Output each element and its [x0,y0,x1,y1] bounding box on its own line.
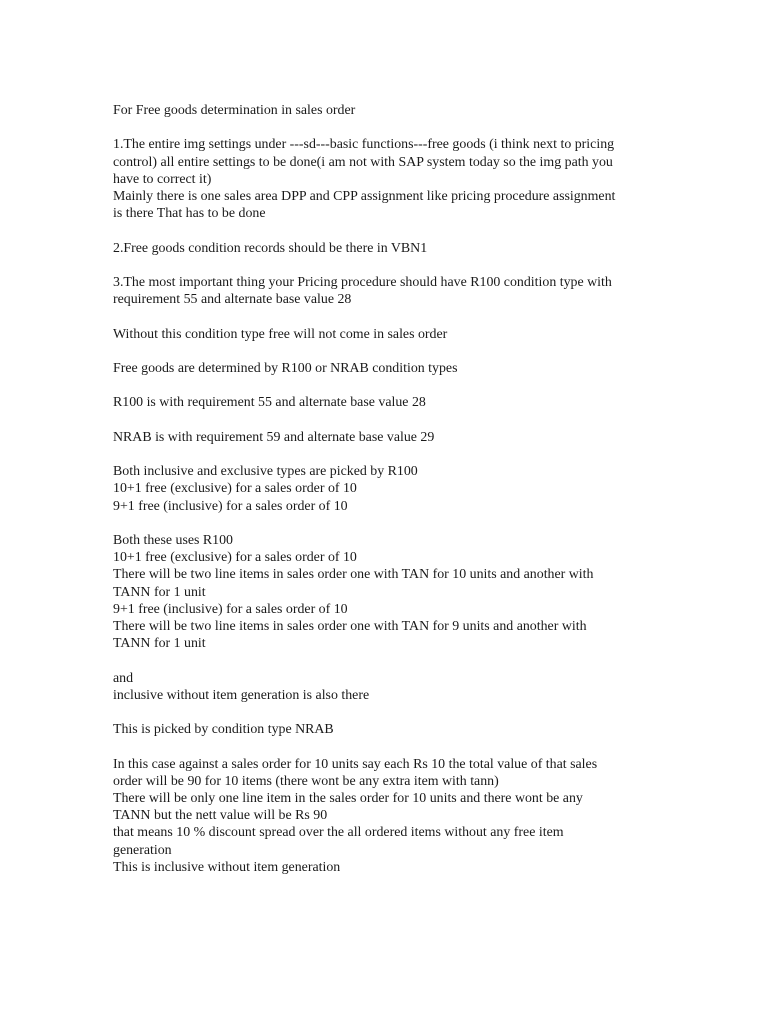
text-line: 10+1 free (exclusive) for a sales order of 10 [113,481,357,497]
text-line: TANN for 1 unit [113,636,206,652]
text-line: 10+1 free (exclusive) for a sales order of 10 [113,550,357,566]
text-line: Both these uses R100 [113,532,233,548]
text-line: There will be two line items in sales order one with TAN for 9 units and another with [113,618,587,634]
text-line: have to correct it) [113,171,212,187]
paragraph-determined-by [113,360,653,377]
text-line: generation [113,842,172,858]
text-line: and [113,670,134,686]
text-line: 2.Free goods condition records should be there in VBN1 [113,240,428,256]
paragraph-example [113,756,653,876]
text-line: inclusive without item generation is also there [113,687,370,703]
paragraph-title [113,102,653,119]
text-line: 1.The entire img settings under ---sd---basic functions---free goods (i think next to pricing [113,137,615,153]
paragraph-step-3 [113,274,653,308]
paragraph-and [113,670,653,704]
text-line: Free goods are determined by R100 or NRAB condition types [113,360,458,376]
text-line: requirement 55 and alternate base value 28 [113,292,352,308]
paragraph-nrab [113,429,653,446]
paragraph-step-2 [113,240,653,257]
text-line: For Free goods determination in sales order [113,103,356,118]
text-line: 3.The most important thing your Pricing procedure should have R100 condition type with [113,274,612,290]
text-line: NRAB is with requirement 59 and alternate base value 29 [113,429,435,445]
paragraph-step-1 [113,136,653,222]
text-line: is there That has to be done [113,206,266,222]
text-line: This is picked by condition type NRAB [113,722,334,738]
text-line: There will be only one line item in the sales order for 10 units and there wont be any [113,790,583,806]
text-line: 9+1 free (inclusive) for a sales order of 10 [113,498,348,514]
paragraph-picked-by-nrab [113,721,653,738]
paragraph-without-condition [113,326,653,343]
paragraph-inclusive-exclusive [113,463,653,515]
text-line: R100 is with requirement 55 and alternate base value 28 [113,395,426,411]
text-line: control) all entire settings to be done(i am not with SAP system today so the img path you [113,154,613,170]
paragraph-r100 [113,394,653,411]
text-line: This is inclusive without item generation [113,859,341,875]
text-line: Mainly there is one sales area DPP and CPP assignment like pricing procedure assignment [113,189,616,204]
text-line: In this case against a sales order for 10 units say each Rs 10 the total value of that sales [113,756,598,772]
text-line: 9+1 free (inclusive) for a sales order of 10 [113,601,348,617]
text-line: that means 10 % discount spread over the all ordered items without any free item [113,825,564,841]
text-line: There will be two line items in sales order one with TAN for 10 units and another with [113,567,594,583]
paragraph-both-uses-r100 [113,532,653,652]
text-line: TANN but the nett value will be Rs 90 [113,808,328,824]
document-page [113,102,653,893]
text-line: Both inclusive and exclusive types are picked by R100 [113,464,418,480]
text-line: Without this condition type free will not come in sales order [113,326,448,342]
text-line: order will be 90 for 10 items (there wont be any extra item with tann) [113,773,499,789]
text-line: TANN for 1 unit [113,584,206,600]
